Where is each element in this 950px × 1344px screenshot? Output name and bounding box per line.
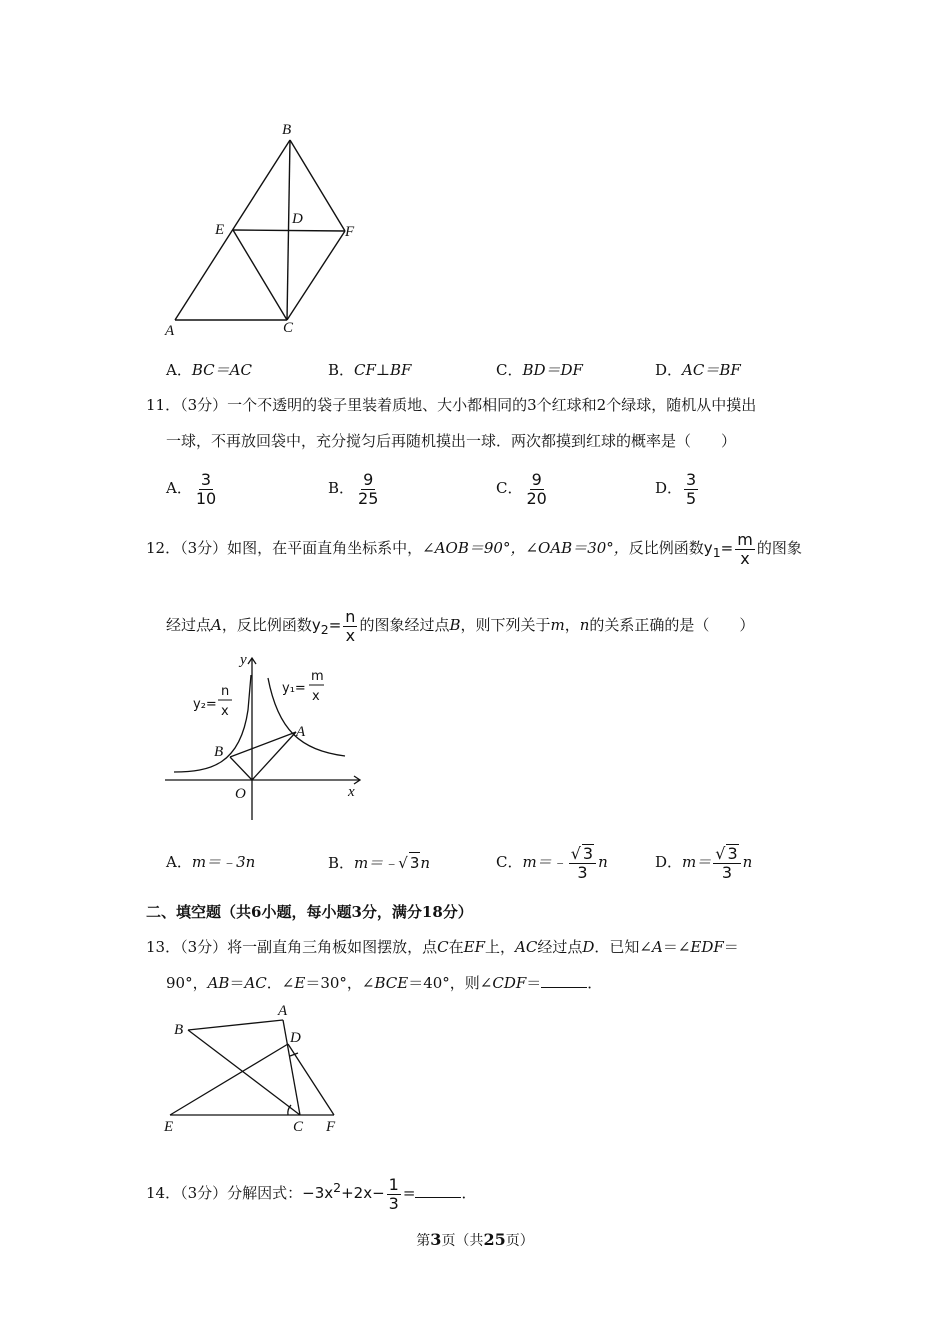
label-B: B: [214, 744, 224, 760]
label-E: E: [215, 222, 225, 238]
label-A: A: [278, 1003, 288, 1019]
q14-line: 14．（3分）分解因式：$-3x^2+2x-$ $\frac{1}{3}$ = ．: [146, 1174, 477, 1213]
q12-option-c[interactable]: C．m＝﹣ $\frac{√ 3}{3}$ n: [496, 844, 608, 882]
label-x-axis: x: [348, 784, 355, 800]
line-ED: [170, 1044, 288, 1115]
page-footer: 第3页（共25页）: [416, 1230, 534, 1249]
q12-line1: 12．（3分）如图，在平面直角坐标系中，∠AOB＝90°，∠OAB＝30°，反比例函数$y_1=$ $\frac{m}{x}$ 的图象: [146, 529, 802, 568]
line-BA: [188, 1020, 283, 1030]
q12-option-d[interactable]: D．m＝ $\frac{√ 3}{3}$ n: [655, 844, 753, 882]
line-EF: [233, 230, 345, 231]
label-E: E: [164, 1119, 174, 1135]
label-y2-num: n: [221, 684, 230, 699]
q11-option-d[interactable]: D． $\frac{3}{5}$: [655, 469, 697, 508]
line-FC: [287, 231, 345, 320]
figure-q12: [160, 650, 370, 825]
q12-option-a[interactable]: A．m＝﹣3n: [166, 853, 256, 871]
total-pages: 25: [483, 1230, 506, 1249]
curve-y2: [174, 675, 251, 772]
label-y1-den: x: [312, 689, 320, 704]
label-C: C: [293, 1119, 304, 1135]
label-A: A: [296, 724, 306, 740]
label-y2-eq: y₂=: [193, 697, 217, 712]
q10-option-d[interactable]: D．AC＝BF: [655, 361, 741, 379]
label-B: B: [282, 122, 292, 138]
label-F: F: [345, 224, 355, 240]
figure-q10: [160, 118, 370, 343]
curve-y1: [268, 678, 345, 756]
label-origin: O: [235, 786, 246, 802]
q11-option-b[interactable]: B． $\frac{9}{25}$: [328, 469, 379, 508]
section-heading: 二、填空题（共6小题，每小题3分，满分18分）: [146, 903, 473, 921]
figure-q13: [160, 1000, 350, 1135]
q12-line2: 经过点A，反比例函数$y_2=$ $\frac{n}{x}$ 的图象经过点B，则下列关于m，n的关系正确的是（ ）: [166, 606, 755, 645]
segment-OB: [230, 757, 252, 780]
q11-line1: 11．（3分）一个不透明的袋子里装着质地、大小都相同的3个红球和2个绿球，随机从中摸出: [146, 396, 757, 414]
q10-option-c[interactable]: C．BD＝DF: [496, 361, 583, 379]
answer-blank-13[interactable]: [541, 973, 587, 988]
label-D: D: [292, 211, 303, 227]
label-F: F: [326, 1119, 336, 1135]
current-page: 3: [430, 1230, 442, 1249]
label-B: B: [174, 1022, 184, 1038]
answer-blank-14[interactable]: [415, 1183, 461, 1198]
q11-option-a[interactable]: A． $\frac{3}{10}$: [166, 469, 217, 508]
q10-option-b[interactable]: B．CF⊥BF: [328, 361, 412, 379]
label-y2-den: x: [221, 704, 229, 719]
q12-option-b[interactable]: B．m＝﹣√ 3n: [328, 854, 431, 872]
line-BC: [188, 1030, 300, 1115]
line-EC: [233, 230, 287, 320]
label-y-axis: y: [240, 652, 247, 668]
label-y1-eq: y₁=: [282, 681, 306, 696]
segment-OA: [252, 732, 296, 780]
q13-line2: 90°，AB＝AC．∠E＝30°，∠BCE＝40°，则∠CDF＝ ．: [166, 974, 603, 992]
q10-option-a[interactable]: A．BC＝AC: [166, 361, 252, 379]
segment-AB: [230, 732, 296, 757]
label-y1-num: m: [311, 669, 324, 684]
q11-line2: 一球，不再放回袋中，充分搅匀后再随机摸出一球．两次都摸到红球的概率是（ ）: [166, 432, 737, 450]
label-D: D: [290, 1030, 301, 1046]
label-A: A: [165, 323, 175, 339]
q13-line1: 13．（3分）将一副直角三角板如图摆放，点C在EF上，AC经过点D．已知∠A＝∠EDF＝: [146, 938, 739, 956]
q11-option-c[interactable]: C． $\frac{9}{20}$: [496, 469, 547, 508]
label-C: C: [283, 320, 294, 336]
